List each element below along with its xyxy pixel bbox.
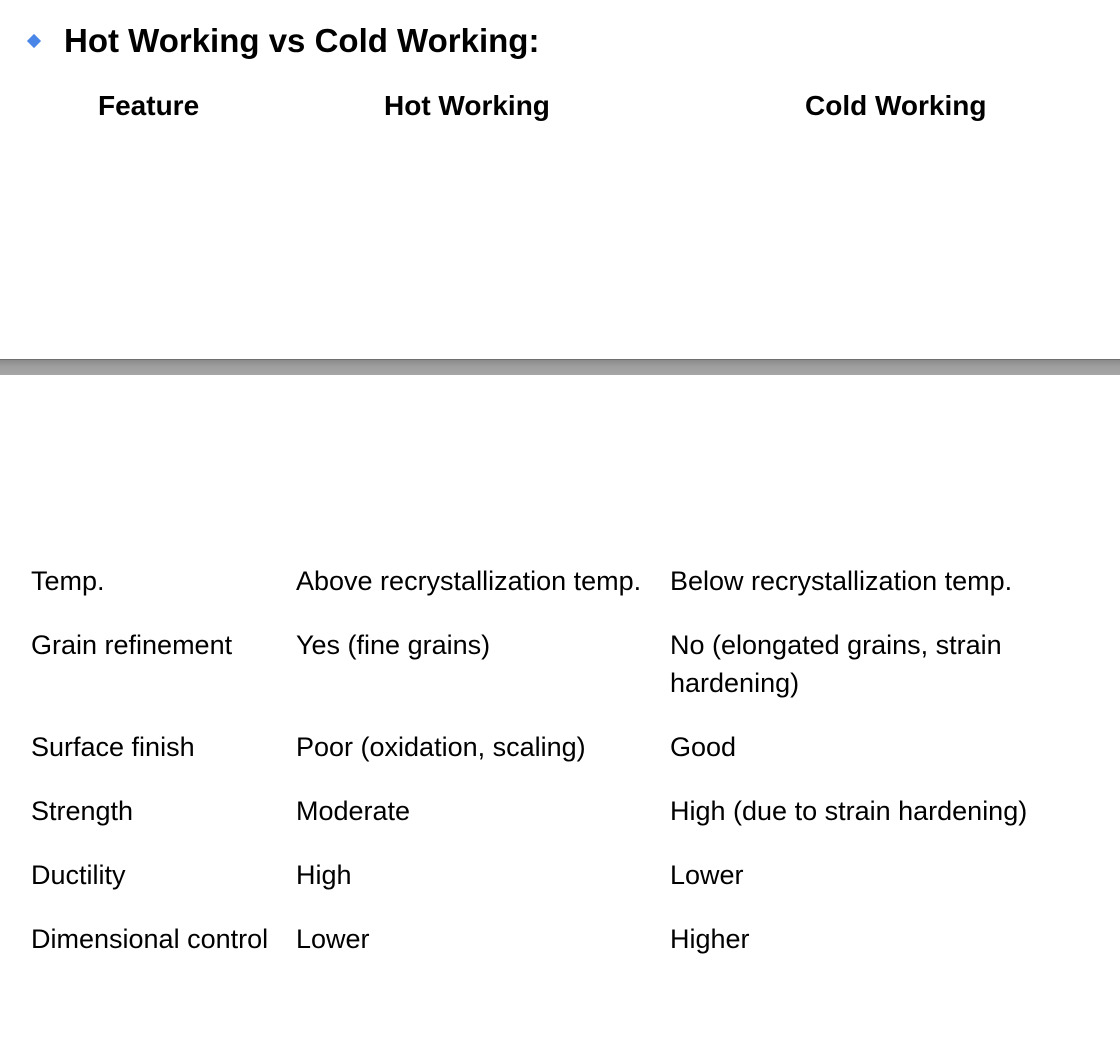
- feature-cell: Grain refinement: [31, 630, 233, 660]
- table-row: [31, 856, 1111, 894]
- table-row: [31, 562, 1111, 600]
- hot-working-cell: Yes (fine grains): [296, 630, 491, 660]
- column-header-feature: Feature: [98, 90, 200, 121]
- table-row: [31, 920, 1111, 958]
- diamond-bullet-icon: [27, 34, 41, 48]
- cold-working-cell: Lower: [670, 860, 744, 890]
- hot-working-cell: Above recrystallization temp.: [296, 566, 642, 596]
- page-title: Hot Working vs Cold Working:: [64, 22, 540, 59]
- cold-working-cell: No (elongated grains, strain hardening): [670, 630, 1002, 698]
- table-row: [31, 728, 1111, 766]
- feature-cell: Surface finish: [31, 732, 195, 762]
- comparison-table: [31, 562, 1111, 958]
- column-header-cold-working: Cold Working: [805, 90, 987, 121]
- feature-cell: Dimensional control: [31, 924, 269, 954]
- feature-cell: Temp.: [31, 566, 105, 596]
- feature-cell: Strength: [31, 796, 134, 826]
- section-heading: [26, 18, 539, 64]
- cold-working-cell: Higher: [670, 924, 750, 954]
- hot-working-cell: Poor (oxidation, scaling): [296, 732, 586, 762]
- cold-working-cell: Good: [670, 732, 737, 762]
- column-header-hot-working: Hot Working: [384, 90, 550, 121]
- cold-working-cell: High (due to strain hardening): [670, 796, 1028, 826]
- table-row: [31, 792, 1111, 830]
- feature-cell: Ductility: [31, 860, 126, 890]
- hot-working-cell: Lower: [296, 924, 370, 954]
- table-row: [31, 626, 1111, 702]
- cold-working-cell: Below recrystallization temp.: [670, 566, 1013, 596]
- hot-working-cell: High: [296, 860, 352, 890]
- page-break-divider: [0, 359, 1120, 375]
- hot-working-cell: Moderate: [296, 796, 411, 826]
